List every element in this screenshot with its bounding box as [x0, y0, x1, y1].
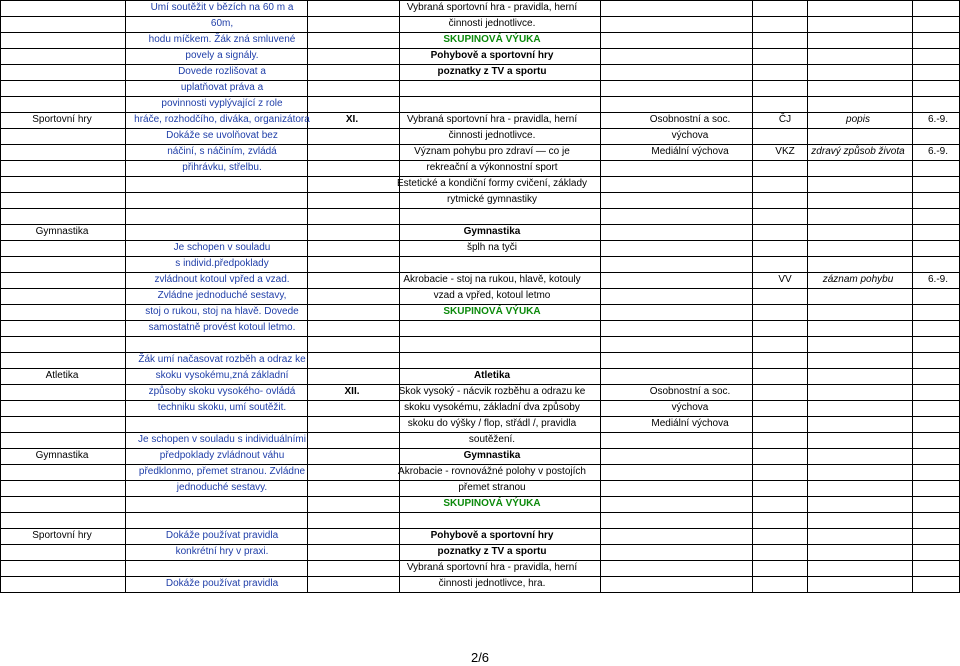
cell-content: poznatky z TV a sportu — [437, 546, 547, 557]
cell-content: Gymnastika — [463, 450, 521, 461]
cell-area: Gymnastika — [35, 450, 89, 461]
cell-outcome: Je schopen v souladu — [173, 242, 271, 253]
cell-grade: 6.-9. — [927, 114, 949, 125]
cell-content: Pohybově a sportovní hry — [430, 50, 554, 61]
cell-outcome: Dokáže používat pravidla — [165, 530, 279, 541]
row-line — [0, 96, 960, 97]
cell-relation-subject: ČJ — [778, 114, 792, 125]
cell-outcome: samostatně provést kotoul letmo. — [148, 322, 296, 333]
cell-content: Akrobacie - stoj na rukou, hlavě, kotouly — [403, 274, 581, 285]
column-line — [600, 0, 601, 592]
column-line — [125, 0, 126, 592]
cell-outcome: náčiní, s náčiním, zvládá — [167, 146, 277, 157]
column-line — [807, 0, 808, 592]
cell-content: Atletika — [473, 370, 511, 381]
cell-outcome: hodu míčkem. Žák zná smluvené — [148, 34, 296, 45]
column-line — [0, 0, 1, 592]
cell-outcome: Dokáže se uvolňovat bez — [166, 130, 278, 141]
cell-content: Pohybově a sportovní hry — [430, 530, 554, 541]
cell-relation-subject: VKZ — [775, 146, 795, 157]
cell-outcome: přihrávku, střelbu. — [182, 162, 262, 173]
column-line — [399, 0, 400, 592]
cell-content: Estetické a kondiční formy cvičení, základy — [396, 178, 588, 189]
cell-outcome: Dokáže používat pravidla — [165, 578, 279, 589]
cell-content: SKUPINOVÁ VÝUKA — [443, 306, 541, 317]
cell-cross-topic: Mediální výchova — [651, 146, 729, 157]
cell-outcome: techniku skoku, umí soutěžit. — [157, 402, 287, 413]
page-number: 2/6 — [470, 650, 490, 665]
column-line — [307, 0, 308, 592]
cell-content: Akrobacie - rovnovážné polohy v postojích — [398, 466, 586, 477]
cell-content: SKUPINOVÁ VÝUKA — [443, 34, 541, 45]
cell-content: šplh na tyči — [466, 242, 518, 253]
cell-relation-topic: popis — [846, 114, 870, 125]
column-line — [912, 0, 913, 592]
cell-month: XII. — [344, 386, 360, 397]
cell-grade: 6.-9. — [927, 274, 949, 285]
cell-content: Vybraná sportovní hra - pravidla, herní — [406, 2, 578, 13]
cell-outcome: skoku vysokému,zná základní — [155, 370, 289, 381]
cell-outcome: povely a signály. — [185, 50, 259, 61]
cell-relation-subject: VV — [778, 274, 792, 285]
cell-outcome: hráče, rozhodčího, diváka, organizátora — [134, 114, 310, 125]
cell-outcome: způsoby skoku vysokého- ovládá — [148, 386, 296, 397]
cell-content: Vybraná sportovní hra - pravidla, herní — [406, 114, 578, 125]
cell-outcome: Umí soutěžit v bězích na 60 m a — [150, 2, 294, 13]
cell-cross-topic: Osobnostní a soc. — [649, 386, 731, 397]
cell-content: činnosti jednotlivce. — [448, 18, 536, 29]
cell-content: soutěžení. — [468, 434, 516, 445]
column-line — [752, 0, 753, 592]
cell-outcome: konkrétní hry v praxi. — [175, 546, 269, 557]
cell-outcome: stoj o rukou, stoj na hlavě. Dovede — [145, 306, 299, 317]
cell-content: činnosti jednotlivce. — [448, 130, 536, 141]
cell-content: SKUPINOVÁ VÝUKA — [443, 498, 541, 509]
cell-cross-topic: výchova — [671, 130, 709, 141]
cell-grade: 6.-9. — [927, 146, 949, 157]
cell-cross-topic: Mediální výchova — [651, 418, 729, 429]
cell-area: Sportovní hry — [32, 114, 92, 125]
cell-outcome: předklonmo, přemet stranou. Zvládne — [138, 466, 306, 477]
cell-content: vzad a vpřed, kotoul letmo — [433, 290, 551, 301]
cell-outcome: jednoduché sestavy. — [176, 482, 268, 493]
cell-outcome: Je schopen v souladu s individuálními — [138, 434, 306, 445]
cell-outcome: předpoklady zvládnout váhu — [159, 450, 285, 461]
cell-area: Atletika — [45, 370, 79, 381]
cell-cross-topic: výchova — [671, 402, 709, 413]
cell-area: Gymnastika — [35, 226, 89, 237]
cell-content: poznatky z TV a sportu — [437, 66, 547, 77]
cell-outcome: Dovede rozlišovat a — [178, 66, 266, 77]
cell-content: Význam pohybu pro zdraví — co je — [414, 146, 570, 157]
cell-relation-topic: zdravý způsob života — [811, 146, 905, 157]
cell-outcome: Zvládne jednoduché sestavy, — [157, 290, 287, 301]
row-line — [0, 336, 960, 337]
cell-content: činnosti jednotlivce, hra. — [438, 578, 546, 589]
cell-area: Sportovní hry — [32, 530, 92, 541]
row-line — [0, 512, 960, 513]
row-line — [0, 592, 960, 593]
row-line — [0, 80, 960, 81]
cell-content: skoku vysokému, základní dva způsoby — [404, 402, 580, 413]
cell-cross-topic: Osobnostní a soc. — [649, 114, 731, 125]
cell-content: Gymnastika — [463, 226, 521, 237]
cell-outcome: zvládnout kotoul vpřed a vzad. — [154, 274, 290, 285]
cell-outcome: s individ.předpoklady — [175, 258, 269, 269]
cell-content: rekreační a výkonnostní sport — [426, 162, 558, 173]
cell-month: XI. — [345, 114, 359, 125]
cell-content: přemet stranou — [458, 482, 526, 493]
cell-content: Vybraná sportovní hra - pravidla, herní — [406, 562, 578, 573]
cell-relation-topic: záznam pohybu — [822, 274, 894, 285]
cell-outcome: uplatňovat práva a — [180, 82, 264, 93]
cell-content: rytmické gymnastiky — [446, 194, 538, 205]
cell-content: skoku do výšky / flop, střádl /, pravidla — [407, 418, 577, 429]
row-line — [0, 256, 960, 257]
cell-outcome: Žák umí načasovat rozběh a odraz ke — [138, 354, 306, 365]
cell-outcome: povinnosti vyplývající z role — [161, 98, 283, 109]
row-line — [0, 208, 960, 209]
cell-outcome: 60m, — [210, 18, 234, 29]
cell-content: Skok vysoký - nácvik rozběhu a odrazu ke — [398, 386, 586, 397]
row-line — [0, 320, 960, 321]
